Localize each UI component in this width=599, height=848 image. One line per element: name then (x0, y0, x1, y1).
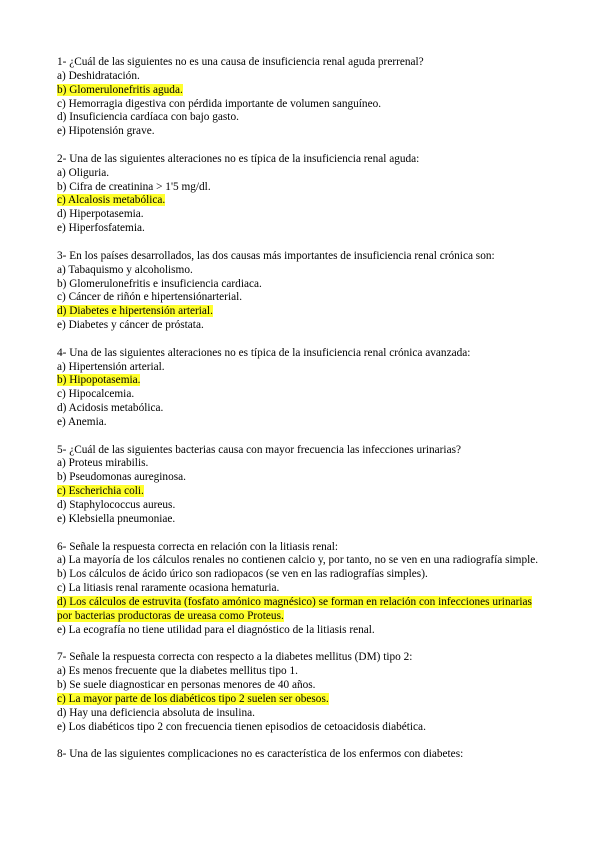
answer-option (57, 693, 541, 707)
answer-text: e) Los diabéticos tipo 2 con frecuencia tienen episodios de cetoacidosis diabética. (57, 720, 426, 733)
answer-option (57, 457, 541, 471)
answer-text: b) Cifra de creatinina > 1'5 mg/dl. (57, 180, 211, 193)
answer-option (57, 291, 541, 305)
answer-option (57, 402, 541, 416)
answer-option (57, 665, 541, 679)
question-block (57, 250, 541, 333)
answer-option (57, 222, 541, 236)
answer-option (57, 416, 541, 430)
answer-text: c) Hipocalcemia. (57, 388, 135, 401)
answer-text: c) La litiasis renal raramente ocasiona hematuria. (57, 582, 280, 595)
answer-option (57, 554, 541, 568)
question-stem: 2- Una de las siguientes alteraciones no es típica de la insuficiencia renal aguda: (57, 152, 420, 165)
answer-text: e) Hipotensión grave. (57, 125, 155, 138)
answer-option (57, 707, 541, 721)
highlighted-answer: c) Alcalosis metabólica. (57, 194, 166, 207)
answer-option (57, 84, 541, 98)
answer-option (57, 111, 541, 125)
question-block (57, 153, 541, 236)
answer-option (57, 721, 541, 735)
answer-option (57, 125, 541, 139)
answer-option (57, 388, 541, 402)
question-block (57, 347, 541, 430)
question-stem: 8- Una de las siguientes complicaciones no es característica de los enfermos con diabetes: (57, 748, 464, 761)
answer-text: e) Diabetes y cáncer de próstata. (57, 319, 204, 332)
highlighted-answer: d) Los cálculos de estruvita (fosfato amónico magnésico) se forman en relación con infecciones urinarias por bacterias productoras de ureasa como Proteus. (57, 595, 532, 622)
answer-text: e) Klebsiella pneumoniae. (57, 512, 176, 525)
question-stem: 3- En los países desarrollados, las dos causas más importantes de insuficiencia renal crónica son: (57, 249, 495, 262)
answer-text: e) Hiperfosfatemia. (57, 222, 145, 235)
answer-text: a) Oliguria. (57, 166, 110, 179)
answer-text: d) Hay una deficiencia absoluta de insulina. (57, 706, 255, 719)
answer-option (57, 319, 541, 333)
document-page (57, 56, 541, 776)
highlighted-answer: d) Diabetes e hipertensión arterial. (57, 305, 213, 318)
answer-text: a) Es menos frecuente que la diabetes mellitus tipo 1. (57, 665, 298, 678)
question-stem: 6- Señale la respuesta correcta en relación con la litiasis renal: (57, 540, 339, 553)
question-stem: 1- ¿Cuál de las siguientes no es una causa de insuficiencia renal aguda prerrenal? (57, 56, 424, 68)
answer-option (57, 471, 541, 485)
highlighted-answer: b) Hipopotasemia. (57, 374, 141, 387)
question-block (57, 444, 541, 527)
answer-text: a) La mayoría de los cálculos renales no contienen calcio y, por tanto, no se ven en una radiografía simple. (57, 554, 539, 567)
answer-option (57, 679, 541, 693)
answer-option (57, 485, 541, 499)
answer-text: a) Hipertensión arterial. (57, 360, 165, 373)
question-block (57, 651, 541, 734)
answer-text: d) Insuficiencia cardíaca con bajo gasto. (57, 111, 239, 124)
answer-option (57, 499, 541, 513)
answer-option (57, 98, 541, 112)
answer-text: d) Hiperpotasemia. (57, 208, 144, 221)
highlighted-answer: c) La mayor parte de los diabéticos tipo 2 suelen ser obesos. (57, 692, 329, 705)
question-block (57, 56, 541, 139)
answer-option (57, 361, 541, 375)
answer-text: b) Glomerulonefritis e insuficiencia cardiaca. (57, 277, 262, 290)
answer-option (57, 582, 541, 596)
question-stem: 5- ¿Cuál de las siguientes bacterias causa con mayor frecuencia las infecciones urinarias? (57, 443, 461, 456)
answer-option (57, 194, 541, 208)
question-block (57, 541, 541, 638)
highlighted-answer: c) Escherichia coli. (57, 485, 144, 498)
answer-text: e) La ecografía no tiene utilidad para el diagnóstico de la litiasis renal. (57, 623, 375, 636)
answer-option (57, 70, 541, 84)
question-block (57, 748, 541, 762)
answer-option (57, 305, 541, 319)
answer-option (57, 167, 541, 181)
answer-text: a) Deshidratación. (57, 69, 140, 82)
answer-text: d) Staphylococcus aureus. (57, 499, 176, 511)
answer-text: e) Anemia. (57, 415, 107, 428)
answer-option (57, 374, 541, 388)
answer-text: c) Cáncer de riñón e hipertensiónarterial. (57, 291, 243, 304)
answer-text: b) Los cálculos de ácido úrico son radiopacos (se ven en las radiografías simples). (57, 568, 428, 581)
answer-text: c) Hemorragia digestiva con pérdida importante de volumen sanguíneo. (57, 97, 382, 110)
answer-text: a) Proteus mirabilis. (57, 457, 149, 470)
answer-text: b) Pseudomonas aureginosa. (57, 471, 186, 484)
answer-option (57, 208, 541, 222)
answer-option (57, 278, 541, 292)
answer-text: a) Tabaquismo y alcoholismo. (57, 263, 193, 276)
answer-text: b) Se suele diagnosticar en personas menores de 40 años. (57, 678, 316, 691)
answer-option (57, 596, 541, 624)
answer-text: d) Acidosis metabólica. (57, 402, 164, 415)
answer-option (57, 513, 541, 527)
answer-option (57, 264, 541, 278)
question-stem: 7- Señale la respuesta correcta con respecto a la diabetes mellitus (DM) tipo 2: (57, 651, 413, 664)
question-stem: 4- Una de las siguientes alteraciones no es típica de la insuficiencia renal crónica avanzada: (57, 346, 471, 359)
highlighted-answer: b) Glomerulonefritis aguda. (57, 83, 183, 96)
answer-option (57, 568, 541, 582)
answer-option (57, 624, 541, 638)
answer-option (57, 181, 541, 195)
